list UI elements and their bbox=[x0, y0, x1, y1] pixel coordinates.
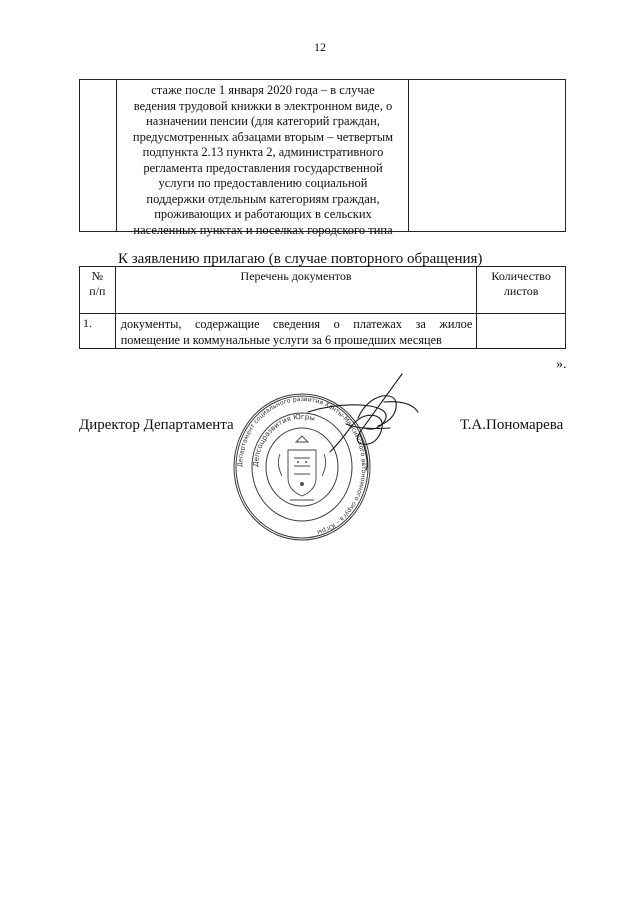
continuation-line: населенных пунктах и поселках городского типа bbox=[133, 222, 393, 237]
page-number: 12 bbox=[314, 40, 326, 54]
seal-outer-text: Департамент социального развития Ханты-Мансийского автономного округа – Югры bbox=[236, 395, 368, 536]
row-document bbox=[115, 314, 477, 349]
table-header-row bbox=[80, 267, 566, 314]
continuation-table bbox=[79, 79, 566, 237]
continuation-line: услуги по предоставлению социальной bbox=[158, 176, 368, 190]
continuation-line: назначении пенсии (для категорий граждан, bbox=[146, 114, 380, 128]
continuation-line: проживающих и работающих в сельских bbox=[154, 207, 372, 221]
continuation-number-cell bbox=[80, 80, 117, 231]
signatory-name: Т.А.Пономарева bbox=[460, 417, 564, 433]
row-document-line: документы, содержащие сведения о платежах за жилое bbox=[120, 317, 473, 331]
header-list: Перечень документов bbox=[115, 267, 477, 314]
closing-quote: ». bbox=[556, 357, 567, 372]
handwritten-signature-icon bbox=[300, 372, 430, 472]
header-num: № п/п bbox=[80, 267, 116, 314]
signatory-title: Директор Департамента bbox=[79, 417, 234, 433]
seal-inner-text: Депсоцразвития Югры bbox=[251, 412, 316, 468]
continuation-note-cell bbox=[409, 80, 565, 231]
continuation-line: ведения трудовой книжки в электронном виде, о bbox=[133, 98, 393, 113]
row-document-line: помещение и коммунальные услуги за 6 прошедших месяцев bbox=[120, 333, 442, 347]
header-qty: Количество листов bbox=[477, 267, 566, 314]
continuation-line: предусмотренных абзацами вторым – четвертым bbox=[132, 129, 394, 144]
continuation-line: подпункта 2.13 пункта 2, административного bbox=[142, 145, 384, 159]
attachments-heading: К заявлению прилагаю (в случае повторного обращения) bbox=[118, 251, 483, 267]
table-row bbox=[80, 314, 566, 349]
row-qty bbox=[477, 314, 566, 349]
continuation-line: поддержки отдельным категориям граждан, bbox=[146, 191, 380, 206]
continuation-line: стаже после 1 января 2020 года – в случае bbox=[151, 83, 375, 97]
attachments-table bbox=[79, 266, 566, 349]
row-num: 1. bbox=[80, 314, 116, 349]
continuation-text-cell bbox=[117, 80, 409, 237]
continuation-line: регламента предоставления государственной bbox=[143, 160, 383, 175]
